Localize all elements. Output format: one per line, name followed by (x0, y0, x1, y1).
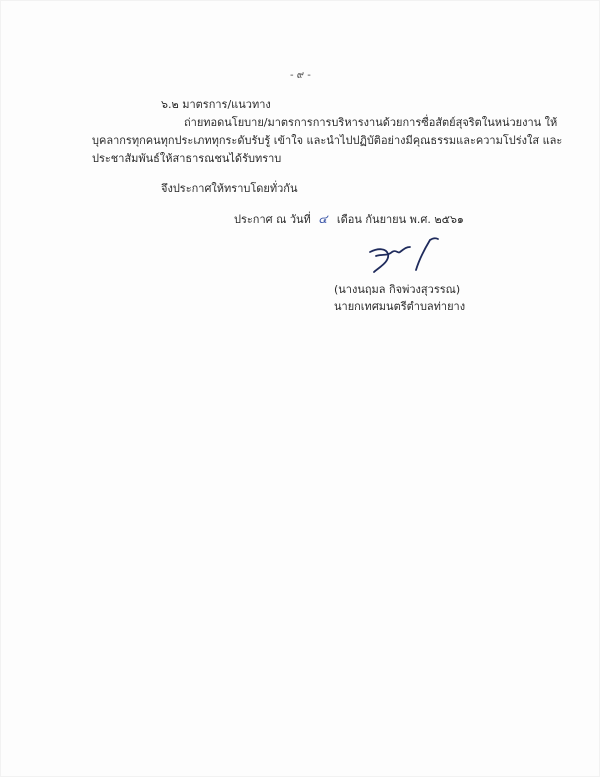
page-number: - ๙ - (290, 70, 311, 81)
signatory-name: (นางนฤมล กิจพ่วงสุวรรณ) (334, 283, 461, 296)
paragraph-line: ประชาสัมพันธ์ให้สาธารณชนได้รับทราบ (92, 152, 282, 165)
closing-statement: จึงประกาศให้ทราบโดยทั่วกัน (161, 182, 298, 195)
handwritten-signature (364, 232, 444, 278)
handwritten-day: ๔ (318, 212, 328, 226)
announce-prefix: ประกาศ ณ วันที่ (234, 213, 311, 226)
paragraph-line: ถ่ายทอดนโยบาย/มาตรการการบริหารงานด้วยการซื่อสัตย์สุจริตในหน่วยงาน ให้ (184, 116, 558, 129)
signatory-title: นายกเทศมนตรีตำบลท่ายาง (334, 300, 466, 313)
announcement-date (234, 212, 464, 227)
announce-suffix: เดือน กันยายน พ.ศ. ๒๕๖๑ (336, 213, 464, 226)
paragraph-line: บุคลากรทุกคนทุกประเภททุกระดับรับรู้ เข้าใจ และนำไปปฏิบัติอย่างมีคุณธรรมและความโปร่งใส และ (92, 134, 563, 147)
section-heading: ๖.๒ มาตรการ/แนวทาง (161, 98, 271, 111)
